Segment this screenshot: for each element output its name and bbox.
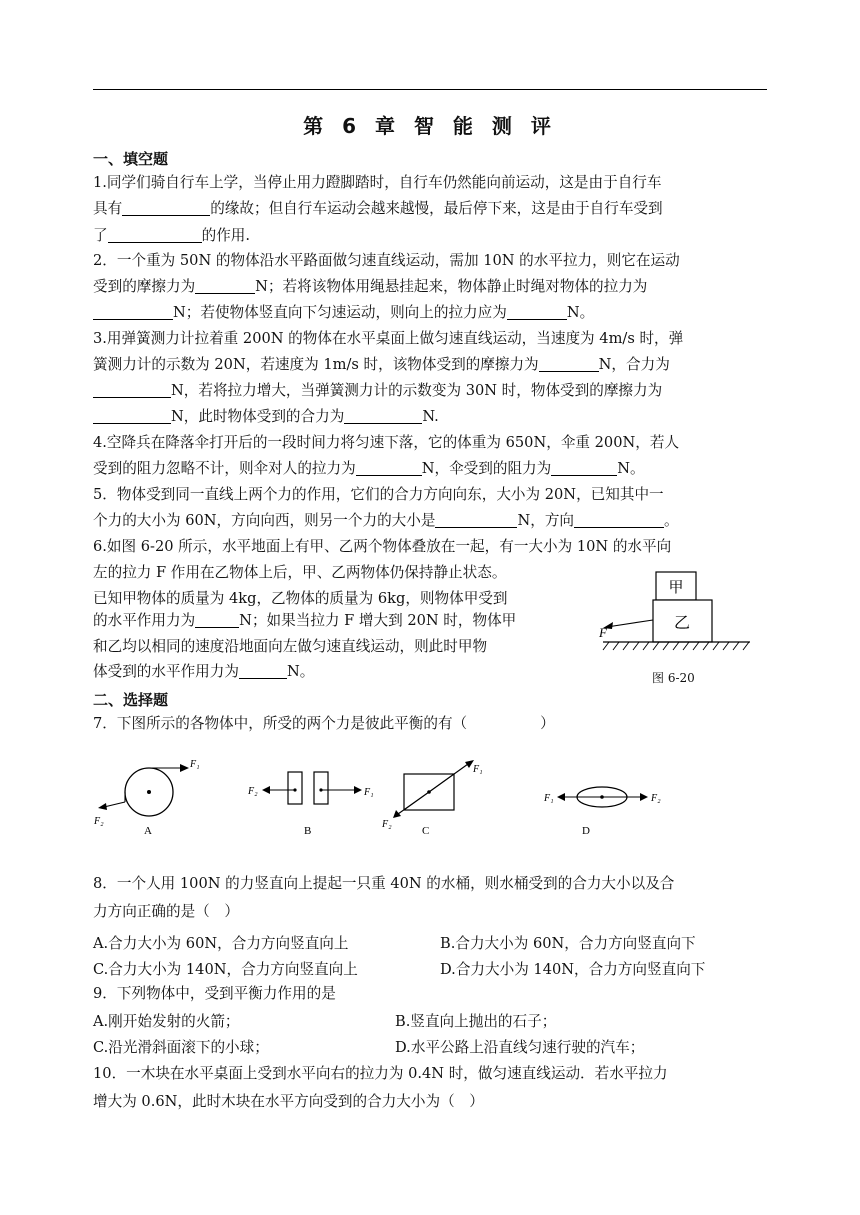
answer-blank[interactable] xyxy=(108,227,202,243)
fig-a-f2: F₂ xyxy=(94,816,104,827)
q8-option-a[interactable]: A.合力大小为 60N，合力方向竖直向上 xyxy=(93,935,349,952)
q8-option-d[interactable]: D.合力大小为 140N，合力方向竖直向下 xyxy=(440,961,706,978)
ground-hatching xyxy=(603,642,749,650)
q9-option-c[interactable]: C.沿光滑斜面滚下的小球； xyxy=(93,1039,269,1056)
q3-line4: N，此时物体受到的合力为 N. xyxy=(93,407,439,427)
q4-line2: 受到的阻力忽略不计，则伞对人的拉力为 N，伞受到的阻力为 N。 xyxy=(93,460,645,477)
q8-line1: 8．一个人用 100N 的力竖直向上提起一只重 40N 的水桶，则水桶受到的合力大小以及合 xyxy=(93,875,675,892)
fig-c-f2: F₂ xyxy=(382,819,392,830)
q6-line6: 体受到的水平作用力为 N。 xyxy=(93,663,315,680)
figure-a xyxy=(93,759,200,837)
answer-blank[interactable] xyxy=(195,612,239,628)
force-arrow xyxy=(607,620,653,627)
q3-line2: 簧测力计的示数为 20N，若速度为 1m/s 时，该物体受到的摩擦力为 N，合力为 xyxy=(93,356,670,373)
fig-c-f1: F₁ xyxy=(473,764,483,775)
q7-figures xyxy=(92,752,682,842)
figure-d xyxy=(543,787,661,837)
q7-text: 7．下图所示的各物体中，所受的两个力是彼此平衡的有（ ） xyxy=(93,715,555,732)
q1-line1: 1.同学们骑自行车上学，当停止用力蹬脚踏时，自行车仍然能向前运动，这是由于自行车 xyxy=(93,174,662,191)
answer-blank[interactable] xyxy=(122,200,210,216)
q6-line3: 已知甲物体的质量为 4kg，乙物体的质量为 6kg，则物体甲受到 xyxy=(93,590,508,607)
answer-blank[interactable] xyxy=(93,304,173,320)
q5-line2: 个力的大小为 60N，方向向西，则另一个力的大小是 N，方向 。 xyxy=(93,512,679,529)
q9-option-b[interactable]: B.竖直向上抛出的石子； xyxy=(395,1013,557,1030)
q2-line3: N；若使物体竖直向下匀速运动，则向上的拉力应为 N。 xyxy=(93,303,594,323)
q6-line4: 的水平作用力为 N；如果当拉力 F 增大到 20N 时，物体甲 xyxy=(93,612,517,629)
figure-6-20 xyxy=(595,562,755,667)
q3-line1: 3.用弹簧测力计拉着重 200N 的物体在水平桌面上做匀速直线运动，当速度为 4m/s 时，弹 xyxy=(93,330,684,347)
figure-caption: 图 6-20 xyxy=(652,671,695,685)
fig-a-caption: A xyxy=(144,825,152,837)
answer-blank[interactable] xyxy=(435,512,517,528)
fig-d-f1: F₁ xyxy=(544,793,554,804)
section-multiple-choice: 二、选择题 xyxy=(93,691,169,709)
answer-blank[interactable] xyxy=(93,408,171,424)
block-jia-label: 甲 xyxy=(668,580,684,596)
q6-line2: 左的拉力 F 作用在乙物体上后，甲、乙两物体仍保持静止状态。 xyxy=(93,564,507,581)
q2-line1: 2．一个重为 50N 的物体沿水平路面做匀速直线运动，需加 10N 的水平拉力，则它在运动 xyxy=(93,252,680,269)
q10-line1: 10．一木块在水平桌面上受到水平向右的拉力为 0.4N 时，做匀速直线运动．若水平拉力 xyxy=(93,1065,668,1082)
q4-line1: 4.空降兵在降落伞打开后的一段时间力将匀速下落，它的体重为 650N，伞重 200N，若人 xyxy=(93,434,680,451)
answer-blank[interactable] xyxy=(356,460,422,476)
q8-line2: 力方向正确的是（ ） xyxy=(93,903,239,920)
q10-line2: 增大为 0.6N，此时木块在水平方向受到的合力大小为（ ） xyxy=(93,1093,484,1110)
fig-b-f2: F₂ xyxy=(248,786,258,797)
fig-b-caption: B xyxy=(304,825,312,837)
q9-line1: 9．下列物体中，受到平衡力作用的是 xyxy=(93,985,336,1002)
q5-line1: 5．物体受到同一直线上两个力的作用，它们的合力方向向东，大小为 20N，已知其中一 xyxy=(93,486,664,503)
answer-blank[interactable] xyxy=(344,408,422,424)
q6-line1: 6.如图 6-20 所示，水平地面上有甲、乙两个物体叠放在一起，有一大小为 10N 的水平向 xyxy=(93,538,672,555)
q6-line5: 和乙均以相同的速度沿地面向左做匀速直线运动，则此时甲物 xyxy=(93,638,488,655)
q1-line3: 了 的作用. xyxy=(93,227,251,244)
q2-line2: 受到的摩擦力为 N；若将该物体用绳悬挂起来，物体静止时绳对物体的拉力为 xyxy=(93,278,648,295)
page-title: 第 6 章 智 能 测 评 xyxy=(303,114,557,138)
block-yi-label: 乙 xyxy=(673,615,691,632)
fig-d-f2: F₂ xyxy=(651,793,661,804)
fig-c-caption: C xyxy=(422,825,430,837)
header-rule xyxy=(93,89,767,90)
answer-blank[interactable] xyxy=(239,663,287,679)
q3-line3: N，若将拉力增大，当弹簧测力计的示数变为 30N 时，物体受到的摩擦力为 xyxy=(93,381,662,401)
answer-blank[interactable] xyxy=(195,278,255,294)
force-label: F xyxy=(599,625,607,640)
answer-blank[interactable] xyxy=(574,512,664,528)
answer-blank[interactable] xyxy=(93,382,171,398)
section-fill-in: 一、填空题 xyxy=(93,150,169,168)
answer-blank[interactable] xyxy=(507,304,567,320)
figure-c xyxy=(381,760,483,837)
answer-blank[interactable] xyxy=(551,460,617,476)
fig-b-f1: F₁ xyxy=(364,787,374,798)
q1-line2: 具有 的缘故；但自行车运动会越来越慢，最后停下来，这是由于自行车受到 xyxy=(93,200,663,217)
q8-option-c[interactable]: C.合力大小为 140N，合力方向竖直向上 xyxy=(93,961,358,978)
figure-b xyxy=(247,772,374,837)
q8-option-b[interactable]: B.合力大小为 60N，合力方向竖直向下 xyxy=(440,935,696,952)
q9-option-a[interactable]: A.刚开始发射的火箭； xyxy=(93,1013,240,1030)
answer-blank[interactable] xyxy=(539,356,599,372)
fig-a-f1: F₁ xyxy=(190,759,200,770)
fig-d-caption: D xyxy=(582,825,590,837)
q9-option-d[interactable]: D.水平公路上沿直线匀速行驶的汽车； xyxy=(395,1039,645,1056)
